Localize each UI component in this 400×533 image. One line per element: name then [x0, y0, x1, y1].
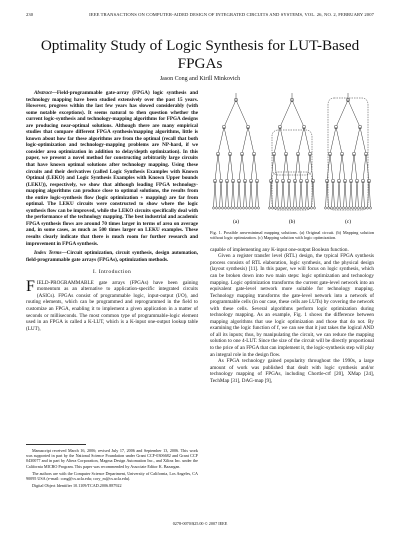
circuit-a-wire	[242, 127, 248, 154]
circuit-c-gate	[336, 207, 338, 209]
circuit-b-gate	[304, 207, 306, 209]
circuit-c-wire	[336, 100, 348, 127]
circuit-b-gate	[286, 207, 288, 209]
circuit-c-gate	[345, 207, 347, 209]
circuit-c-wire	[354, 154, 357, 181]
circuit-b-gate	[292, 207, 294, 209]
circuit-b-gate	[280, 207, 282, 209]
circuit-c-wire	[360, 127, 366, 154]
circuit-b-gate	[298, 207, 300, 209]
circuit-a-wire	[236, 100, 248, 127]
circuit-b-gate	[277, 207, 279, 209]
circuit-a-gate	[254, 207, 256, 209]
circuit-b-wire	[301, 181, 303, 208]
circuit-b-gate	[295, 207, 297, 209]
circuit-c-gate	[354, 207, 356, 209]
circuit-a-wire	[215, 154, 218, 181]
circuit-a-wire	[224, 127, 230, 154]
circuit-a-wire	[244, 181, 246, 208]
abstract-text: —Field-programmable gate-array (FPGA) logic synthesis and technology mapping have been studied extensively over the past 15 years. However, progress within the last few years has slowed considerably (with some notable exceptions). It seems natural to then question whether the current logic-synthesis and technology-mapping algorithms for FPGA designs are producing near-optimal solutions. Although there are many empirical studies that compare different FPGA synthesis/mapping algorithms, little is known about how far these algorithms are from the optimal (recall that both logic-optimization and technology-mapping problems are NP-hard, if we consider area optimization in addition to delay/depth optimization). In this paper, we present a novel method for constructing arbitrarily large circuits that have known optimal solutions after technology mapping. Using these circuits and their derivatives (called Logic Synthesis Examples with Known Optimal (LEKO) and Logic Synthesis Examples with Known Upper bounds (LEKU)), respectively, we show that although leading FPGA technology-mapping algorithms can produce close to optimal solutions, the results from the entire logic-synthesis flow (logic optimization + mapping) are far from optimal. The LEKU circuits were constructed to show where the logic synthesis flow can be improved, while the LEKO circuits specifically deal with the performance of the technology mapping. The best industrial and academic FPGA synthesis flows are around 70 times larger in terms of area on average and, in some cases, as much as 500 times larger on LEKU examples. These results clearly indicate that there is much room for further research and improvement in FPGA synthesis.	[26, 90, 198, 247]
circuit-c-wire	[339, 181, 341, 208]
circuit-b-wire	[276, 181, 278, 208]
circuit-c-wire	[342, 154, 345, 181]
lut-cover-box	[328, 98, 368, 210]
circuit-c-gate	[327, 207, 329, 209]
circuit-c-gate	[348, 207, 350, 209]
circuit-b-wire	[295, 181, 297, 208]
circuit-a-gate	[221, 207, 223, 209]
figure-panel-label: (c)	[344, 219, 352, 225]
circuit-b-wire	[306, 181, 308, 208]
circuit-c-gate	[369, 207, 371, 209]
circuit-b-gate	[313, 207, 315, 209]
circuit-c-gate	[339, 207, 341, 209]
circuit-a-gate	[224, 207, 226, 209]
index-terms	[26, 250, 198, 263]
circuit-b-wire	[307, 154, 310, 181]
circuit-c-wire	[356, 181, 358, 208]
circuit-b-gate	[289, 207, 291, 209]
circuit-c-wire	[326, 181, 328, 208]
footnote-divider	[26, 444, 86, 445]
circuit-c-wire	[345, 181, 347, 208]
circuit-c-wire	[357, 181, 359, 208]
circuit-a-gate	[236, 207, 238, 209]
figure-panel-label: (b)	[288, 219, 296, 225]
circuit-b-gate	[283, 207, 285, 209]
circuit-b-wire	[271, 154, 274, 181]
circuit-c-wire	[366, 154, 369, 181]
circuit-c-wire	[351, 154, 354, 181]
right-column	[210, 90, 374, 384]
circuit-a-wire	[224, 100, 236, 127]
circuit-a-gate	[212, 207, 214, 209]
circuit-a-wire	[230, 154, 233, 181]
circuit-b-wire	[292, 100, 304, 127]
circuit-a-wire	[251, 181, 253, 208]
circuit-c-wire	[339, 154, 342, 181]
left-column	[26, 90, 198, 332]
body-paragraph-1: capable of implementing any K-input one-output Boolean function.	[210, 246, 349, 253]
circuit-c-gate	[324, 207, 326, 209]
circuit-a-wire	[227, 154, 230, 181]
circuit-a-wire	[218, 127, 224, 154]
figure-panel-label: (a)	[232, 219, 240, 225]
circuit-c-wire	[330, 154, 333, 181]
circuit-a-wire	[232, 181, 234, 208]
circuit-a-gate	[251, 207, 253, 209]
circuit-b-gate	[310, 207, 312, 209]
circuit-a-wire	[251, 154, 254, 181]
circuit-c-wire	[338, 181, 340, 208]
circuit-a-wire	[254, 154, 257, 181]
circuit-a-wire	[233, 181, 235, 208]
circuit-b-wire	[295, 154, 298, 181]
drop-cap: F	[26, 278, 35, 296]
circuit-c-gate	[360, 207, 362, 209]
circuit-c-wire	[327, 154, 330, 181]
circuit-a-wire	[215, 181, 217, 208]
circuit-a-gate	[245, 207, 247, 209]
circuit-c-wire	[351, 181, 353, 208]
figure-1	[210, 90, 374, 228]
circuit-c-wire	[348, 100, 360, 127]
circuit-b-wire	[274, 154, 277, 181]
circuit-a-gate	[257, 207, 259, 209]
figure-1-caption: Fig. 1. Possible area-minimal mapping solutions. (a) Original circuit. (b) Mapping solution without logic optimization. (c) Mapping solution with logic optimization.	[210, 230, 374, 241]
circuit-a-wire	[226, 181, 228, 208]
circuit-c-gate	[357, 207, 359, 209]
circuit-c-wire	[330, 127, 336, 154]
circuit-a-wire	[221, 181, 223, 208]
circuit-c-wire	[344, 181, 346, 208]
circuit-b-wire	[280, 100, 292, 127]
circuit-b-wire	[280, 127, 286, 154]
circuit-c-wire	[350, 181, 352, 208]
circuit-b-wire	[277, 181, 279, 208]
circuit-a-wire	[238, 181, 240, 208]
circuit-b-wire	[282, 181, 284, 208]
circuit-a-gate	[218, 207, 220, 209]
circuit-a-wire	[214, 181, 216, 208]
journal-header: IEEE TRANSACTIONS ON COMPUTER-AIDED DESIGN OF INTEGRATED CIRCUITS AND SYSTEMS, VOL. 26, NO. 2, FEBRUARY 2007	[89, 12, 374, 17]
circuit-b-wire	[300, 181, 302, 208]
paper-authors: Jason Cong and Kirill Minkovich	[159, 76, 241, 82]
circuit-a-wire	[245, 181, 247, 208]
circuit-c-gate	[342, 207, 344, 209]
abstract	[26, 90, 198, 247]
footnotes	[26, 444, 198, 490]
circuit-c-wire	[363, 154, 366, 181]
circuit-c-wire	[369, 181, 371, 208]
circuit-b-wire	[294, 181, 296, 208]
circuit-a-wire	[257, 181, 259, 208]
circuit-b-wire	[289, 181, 291, 208]
circuit-a-wire	[256, 181, 258, 208]
circuit-c-wire	[333, 181, 335, 208]
circuit-b-wire	[288, 181, 290, 208]
circuit-a-wire	[227, 181, 229, 208]
circuit-b-wire	[307, 181, 309, 208]
circuit-a-wire	[248, 127, 254, 154]
circuit-c-gate	[333, 207, 335, 209]
section-heading-introduction: I. Introduction	[92, 269, 132, 276]
circuit-b-gate	[268, 207, 270, 209]
circuit-c-wire	[332, 181, 334, 208]
circuit-a-wire	[250, 181, 252, 208]
intro-text: gate arrays (FPGAs) have been gaining momentum as an alternative to application-specific integrated circuits (ASICs). FPGAs consist of programmable logic, input-output (I/O), and routing elements, which can be programmed and reprogrammed in the field to customize an FPGA, enabling it to implement a given application in a matter of seconds or milliseconds. The most common type of programmable-logic element used in an FPGA is called a K-LUT, which is a K-input one-output lookup table (LUT),	[26, 279, 198, 332]
circuit-c-gate	[351, 207, 353, 209]
circuit-b-wire	[286, 154, 289, 181]
body-paragraph-2: Given a register transfer level (RTL) design, the typical FPGA synthesis process consists of RTL elaboration, logic synthesis, and the physical design (layout synthesis) [11]. In this paper, we will focus on logic synthesis, which can be broken down into two main steps: logic optimization and technology mapping. Logic optimization transforms the current gate-level network into an equivalent gate-level network more suitable for technology mapping. Technology mapping transforms the gate-level network into a network of programmable cells (in our case, these cells are LUTs) by covering the network with these cells. Several algorithms perform logic optimization during technology mapping. As an example, Fig. 1 shows the difference between mapping algorithms that use logic optimization and those that do not. By examining the logic function of f, we can see that it just takes the logical AND of all its inputs; thus, by manipulating the circuit, we can reduce the mapping solution to one 4-LUT. Since the size of the circuit will be directly proportional to the price of an FPGA that can implement it, the logic-synthesis step will play an integral role in the design flow.	[210, 253, 374, 358]
circuit-a-gate	[239, 207, 241, 209]
copyright-footer: 0278-0070/$25.00 © 2007 IEEE	[172, 521, 228, 526]
circuit-a-wire	[218, 154, 221, 181]
introduction-paragraph	[26, 280, 198, 332]
circuit-b-wire	[283, 181, 285, 208]
footnote-doi: Digital Object Identifier 10.1109/TCAD.2006.887922	[32, 483, 122, 489]
index-terms-lead: Index Terms	[34, 250, 62, 257]
footnote-received: Manuscript received March 16, 2006; revised July 17, 2006 and September 13, 2006. This work was supported in part by the National Science Foundation under Grant CCF-0306682 and Grant CCF 0430077 and in part by Altera Corporation, Magma Design Automation Inc., and Xilinx Inc. under the California MICRO Program. This paper was recommended by Associate Editor K. Bazargan.	[26, 448, 198, 469]
circuit-a-gate	[230, 207, 232, 209]
abstract-lead: Abstract	[34, 90, 52, 96]
footnote-affiliation: The authors are with the Computer Science Department, University of California, Los Angeles, CA 90095 USA (e-mail: cong@cs.ucla.edu; cory_m@cs.ucla.edu).	[26, 470, 198, 482]
circuit-a-gate	[242, 207, 244, 209]
circuit-b-wire	[283, 154, 286, 181]
circuit-a-wire	[242, 154, 245, 181]
circuit-a-gate	[227, 207, 229, 209]
circuit-c-wire	[336, 127, 342, 154]
lut-cover-box	[272, 172, 312, 210]
intro-smallcaps: IELD-PROGRAMMABLE	[36, 279, 94, 286]
circuit-b-wire	[270, 181, 272, 208]
running-header	[26, 12, 374, 17]
circuit-a-wire	[239, 181, 241, 208]
circuit-b-wire	[298, 154, 301, 181]
circuit-a-wire	[239, 154, 242, 181]
index-terms-text: —Circuit optimization, circuit synthesis, design automation, field-programmable gate arrays (FPGAs), optimization methods.	[26, 250, 198, 263]
figure-1-diagram	[210, 90, 374, 228]
circuit-a-gate	[248, 207, 250, 209]
body-paragraph-3: As FPGA technology gained popularity throughout the 1990s, a large amount of work was published that dealt with logic synthesis and/or technology mapping of FPGAs, including Chortle-crf [20], XMap [24], TechMap [31], DAG-map [9],	[210, 358, 374, 384]
circuit-b-wire	[310, 154, 313, 181]
circuit-b-wire	[298, 127, 304, 154]
page-number: 230	[26, 12, 34, 17]
circuit-a-gate	[233, 207, 235, 209]
circuit-b-gate	[301, 207, 303, 209]
circuit-c-wire	[362, 181, 364, 208]
circuit-b-wire	[313, 181, 315, 208]
circuit-a-wire	[220, 181, 222, 208]
paper-title: Optimality Study of Logic Synthesis for LUT-Based FPGAs	[40, 37, 360, 72]
circuit-c-wire	[354, 127, 360, 154]
circuit-a-gate	[215, 207, 217, 209]
circuit-c-wire	[363, 181, 365, 208]
